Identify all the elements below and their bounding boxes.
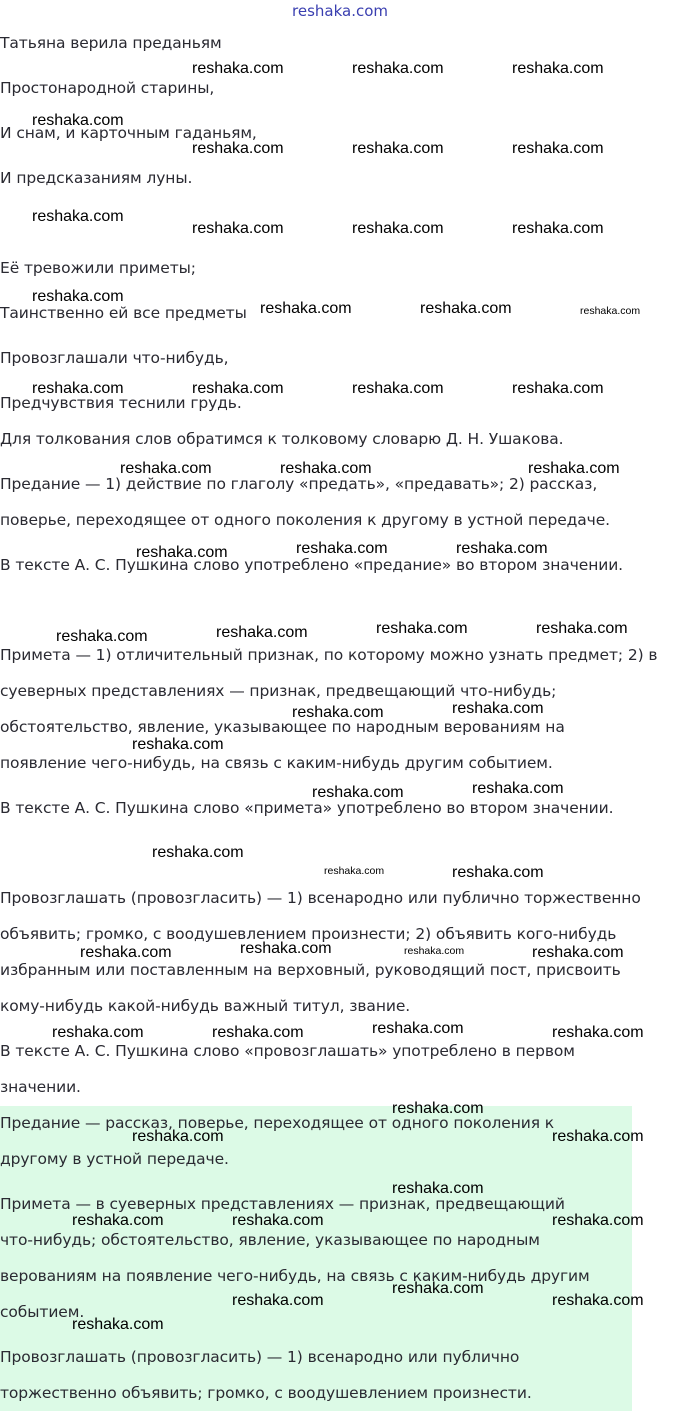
watermark: reshaka.com bbox=[552, 1128, 644, 1145]
watermark: reshaka.com bbox=[512, 60, 604, 77]
watermark: reshaka.com bbox=[312, 784, 404, 801]
watermark: reshaka.com bbox=[192, 140, 284, 157]
definition-note: В тексте А. С. Пушкина слово «провозглашать» употреблено в первом bbox=[0, 1042, 575, 1060]
watermark: reshaka.com bbox=[192, 60, 284, 77]
poem-line: Простонародной старины, bbox=[0, 79, 215, 97]
definition-line: объявить; громко, с воодушевлением произнести; 2) объявить кого-нибудь bbox=[0, 925, 617, 943]
watermark: reshaka.com bbox=[580, 305, 641, 317]
watermark: reshaka.com bbox=[296, 540, 388, 557]
watermark: reshaka.com bbox=[392, 1180, 484, 1197]
answer-line: торжественно объявить; громко, с воодушевлением произнести. bbox=[0, 1384, 532, 1402]
poem-line: Предчувствия теснили грудь. bbox=[0, 394, 242, 412]
watermark: reshaka.com bbox=[32, 112, 124, 129]
watermark: reshaka.com bbox=[404, 945, 465, 957]
watermark: reshaka.com bbox=[136, 544, 228, 561]
site-header-link[interactable]: reshaka.com bbox=[292, 2, 388, 20]
poem-line: И предсказаниям луны. bbox=[0, 169, 193, 187]
watermark: reshaka.com bbox=[132, 1128, 224, 1145]
definition-line: суеверных представлениях — признак, предвещающий что-нибудь; bbox=[0, 682, 557, 700]
watermark: reshaka.com bbox=[72, 1316, 164, 1333]
answer-line: что-нибудь; обстоятельство, явление, указывающее по народным bbox=[0, 1231, 540, 1249]
watermark: reshaka.com bbox=[192, 220, 284, 237]
watermark: reshaka.com bbox=[452, 864, 544, 881]
watermark: reshaka.com bbox=[232, 1212, 324, 1229]
watermark: reshaka.com bbox=[280, 460, 372, 477]
watermark: reshaka.com bbox=[352, 220, 444, 237]
watermark: reshaka.com bbox=[32, 208, 124, 225]
definition-note: В тексте А. С. Пушкина слово «примета» употреблено во втором значении. bbox=[0, 799, 614, 817]
poem-line: Таинственно ей все предметы bbox=[0, 304, 247, 322]
watermark: reshaka.com bbox=[216, 624, 308, 641]
watermark: reshaka.com bbox=[212, 1024, 304, 1041]
watermark: reshaka.com bbox=[392, 1280, 484, 1297]
watermark: reshaka.com bbox=[552, 1292, 644, 1309]
watermark: reshaka.com bbox=[552, 1212, 644, 1229]
definition-line: избранным или поставленным на верховный, руководящий пост, присвоить bbox=[0, 961, 621, 979]
definition-line: появление чего-нибудь, на связь с каким-нибудь другим событием. bbox=[0, 754, 553, 772]
watermark: reshaka.com bbox=[292, 704, 384, 721]
watermark: reshaka.com bbox=[376, 620, 468, 637]
watermark: reshaka.com bbox=[80, 944, 172, 961]
definition-line: кому-нибудь какой-нибудь важный титул, звание. bbox=[0, 997, 411, 1015]
watermark: reshaka.com bbox=[72, 1212, 164, 1229]
answer-line: событием. bbox=[0, 1303, 85, 1321]
watermark: reshaka.com bbox=[512, 220, 604, 237]
watermark: reshaka.com bbox=[512, 380, 604, 397]
poem-line: И снам, и карточным гаданьям, bbox=[0, 124, 257, 142]
answer-line: Примета — в суеверных представлениях — признак, предвещающий bbox=[0, 1195, 565, 1213]
definition-line: обстоятельство, явление, указывающее по народным верованиям на bbox=[0, 718, 565, 736]
watermark: reshaka.com bbox=[352, 60, 444, 77]
intro-text: Для толкования слов обратимся к толковому словарю Д. Н. Ушакова. bbox=[0, 430, 564, 448]
watermark: reshaka.com bbox=[552, 1024, 644, 1041]
watermark: reshaka.com bbox=[260, 300, 352, 317]
poem-line: Татьяна верила преданьям bbox=[0, 34, 222, 52]
answer-line: верованиям на появление чего-нибудь, на связь с каким-нибудь другим bbox=[0, 1267, 590, 1285]
answer-line: Предание — рассказ, поверье, переходящее от одного поколения к bbox=[0, 1114, 555, 1132]
watermark: reshaka.com bbox=[32, 288, 124, 305]
watermark: reshaka.com bbox=[232, 1292, 324, 1309]
watermark: reshaka.com bbox=[456, 540, 548, 557]
definition-note: В тексте А. С. Пушкина слово употреблено «предание» во втором значении. bbox=[0, 556, 624, 574]
watermark: reshaka.com bbox=[152, 844, 244, 861]
watermark: reshaka.com bbox=[52, 1024, 144, 1041]
watermark: reshaka.com bbox=[392, 1100, 484, 1117]
watermark: reshaka.com bbox=[324, 865, 385, 877]
watermark: reshaka.com bbox=[532, 944, 624, 961]
answer-line: Провозглашать (провозгласить) — 1) всенародно или публично bbox=[0, 1348, 520, 1366]
watermark: reshaka.com bbox=[512, 140, 604, 157]
definition-line: поверье, переходящее от одного поколения к другому в устной передаче. bbox=[0, 511, 610, 529]
definition-line: Провозглашать (провозгласить) — 1) всенародно или публично торжественно bbox=[0, 889, 641, 907]
watermark: reshaka.com bbox=[536, 620, 628, 637]
watermark: reshaka.com bbox=[32, 380, 124, 397]
watermark: reshaka.com bbox=[56, 628, 148, 645]
watermark: reshaka.com bbox=[132, 736, 224, 753]
answer-line: другому в устной передаче. bbox=[0, 1150, 229, 1168]
watermark: reshaka.com bbox=[192, 380, 284, 397]
watermark: reshaka.com bbox=[120, 460, 212, 477]
watermark: reshaka.com bbox=[452, 700, 544, 717]
watermark: reshaka.com bbox=[240, 940, 332, 957]
definition-line: Примета — 1) отличительный признак, по которому можно узнать предмет; 2) в bbox=[0, 646, 658, 664]
watermark: reshaka.com bbox=[528, 460, 620, 477]
poem-line: Провозглашали что-нибудь, bbox=[0, 349, 229, 367]
watermark: reshaka.com bbox=[352, 140, 444, 157]
poem-line: Её тревожили приметы; bbox=[0, 259, 196, 277]
watermark: reshaka.com bbox=[372, 1020, 464, 1037]
definition-note: значении. bbox=[0, 1078, 81, 1096]
watermark: reshaka.com bbox=[472, 780, 564, 797]
watermark: reshaka.com bbox=[352, 380, 444, 397]
watermark: reshaka.com bbox=[420, 300, 512, 317]
definition-line: Предание — 1) действие по глаголу «предать», «предавать»; 2) рассказ, bbox=[0, 475, 598, 493]
